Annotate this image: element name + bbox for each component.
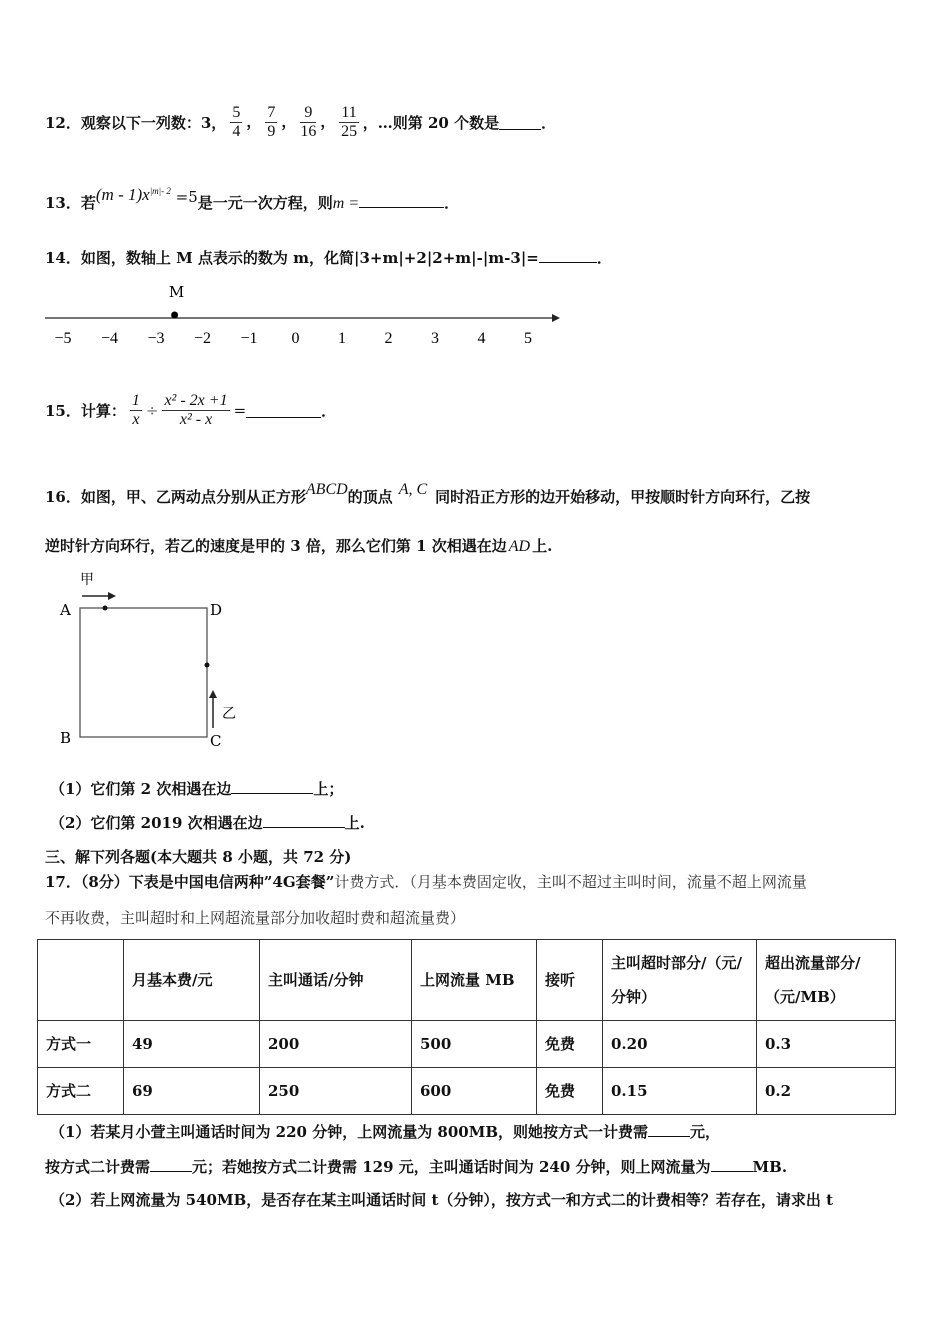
table-row: 方式一 49 200 500 免费 0.20 0.3 xyxy=(38,1021,896,1068)
label-c: C xyxy=(210,732,222,750)
q12: 12．观察以下一列数：3， $\frac{5}{4}$ ， $\frac{7}{9}$ ， $\frac{9}{16}$ ， $\frac{11}{25}$ ，…则第 20 个数是 ． xyxy=(45,104,557,140)
label-jia: 甲 xyxy=(80,572,94,588)
square xyxy=(80,608,207,737)
pricing-table xyxy=(37,939,896,1115)
fraction: $\frac{9}{16}$ xyxy=(300,104,317,140)
answer-blank[interactable] xyxy=(263,813,345,828)
fraction: $\frac{7}{9}$ xyxy=(267,104,276,140)
arrow-head xyxy=(209,690,217,698)
fraction: $\frac{\text{x² - 2x +1}}{\text{x² - x}}$ xyxy=(164,392,228,428)
tick-label: 0 xyxy=(291,330,300,347)
table-row: 方式二 69 250 600 免费 0.15 0.2 xyxy=(38,1068,896,1115)
label-yi: 乙 xyxy=(222,706,236,722)
tick-label: 2 xyxy=(384,330,393,347)
fraction: $\frac{11}{25}$ xyxy=(341,104,358,140)
arrow-icon xyxy=(552,314,560,322)
answer-blank[interactable] xyxy=(231,779,313,794)
q14: 14．如图，数轴上 M 点表示的数为 m，化简|3+m|+2|2+m|-|m-3|= ． xyxy=(45,249,612,267)
point-m xyxy=(171,312,178,319)
section-heading: 三、解下列各题(本大题共 8 小题，共 72 分) xyxy=(45,848,352,866)
tick-label: −3 xyxy=(147,330,165,347)
table-header-row: 月基本费/元 主叫通话/分钟 上网流量 MB 接听 主叫超时部分/（元/分钟） 超出流量部分/（元/MB） xyxy=(38,940,896,1021)
tick-label: 3 xyxy=(431,330,439,347)
answer-blank[interactable] xyxy=(539,248,597,263)
answer-blank[interactable] xyxy=(359,193,444,208)
label-b: B xyxy=(60,729,72,747)
q17-intro: 17．（8分）下表是中国电信两种”4G套餐”计费方式．（月基本费固定收，主叫不超过主叫时间，流量不超上网流量 xyxy=(45,873,807,891)
answer-blank[interactable] xyxy=(499,115,541,130)
q13: 13．若$(m - 1)x^{|m|- 2} =5$是一元一次方程，则m = ． xyxy=(45,185,460,212)
fraction: $\frac{5}{4}$ xyxy=(232,104,241,140)
tick-label: −2 xyxy=(193,330,212,347)
q17-part1: （1）若某月小萱主叫通话时间为 220 分钟，上网流量为 800MB，则她按方式一计费需 元， xyxy=(50,1123,721,1141)
q17-part1-line2: 按方式二计费需 元；若她按方式二计费需 129 元，主叫通话时间为 240 分钟，则上网流量为 MB. xyxy=(45,1158,788,1176)
answer-blank[interactable] xyxy=(648,1122,690,1137)
q17-intro-line2: 不再收费，主叫超时和上网超流量部分加收超时费和超流量费） xyxy=(45,909,466,927)
tick-label: −5 xyxy=(54,330,72,347)
q16-sub1: （1）它们第 2 次相遇在边 上； xyxy=(50,780,344,798)
point-jia xyxy=(103,606,108,611)
tick-label: 1 xyxy=(338,330,346,347)
q16-line2: 逆时针方向环行，若乙的速度是甲的 3 倍，那么它们第 1 次相遇在边 AD 上. xyxy=(45,537,553,555)
point-m-label: M xyxy=(168,285,185,301)
number-line xyxy=(0,285,950,355)
fraction: $\frac{1}{x}$ xyxy=(131,392,140,428)
q16-line1: 16．如图，甲、乙两动点分别从正方形ABCD的顶点 A, C 同时沿正方形的边开始移动，甲按顺时针方向环行，乙按 xyxy=(45,481,811,506)
square-figure xyxy=(50,568,250,758)
answer-blank[interactable] xyxy=(246,403,321,418)
tick-label: 5 xyxy=(524,330,532,347)
label-a: A xyxy=(60,601,71,619)
q16-sub2: （2）它们第 2019 次相遇在边 上. xyxy=(50,814,365,832)
answer-blank[interactable] xyxy=(711,1157,753,1172)
point-yi xyxy=(205,663,210,668)
tick-label: −1 xyxy=(240,330,258,347)
q17-part2: （2）若上网流量为 540MB，是否存在某主叫通话时间 t（分钟），按方式一和方式二的计费相等？若存在，请求出 t xyxy=(50,1191,834,1209)
tick-label: −4 xyxy=(100,330,119,347)
arrow-head xyxy=(108,592,116,600)
tick-label: 4 xyxy=(477,330,486,347)
answer-blank[interactable] xyxy=(150,1157,192,1172)
q15: 15．计算： $\frac{1}{x}$ ÷ $\frac{\text{x² - 2x +1}}{\text{x² - x}}$ = ． xyxy=(45,392,337,428)
label-d: D xyxy=(210,601,223,619)
